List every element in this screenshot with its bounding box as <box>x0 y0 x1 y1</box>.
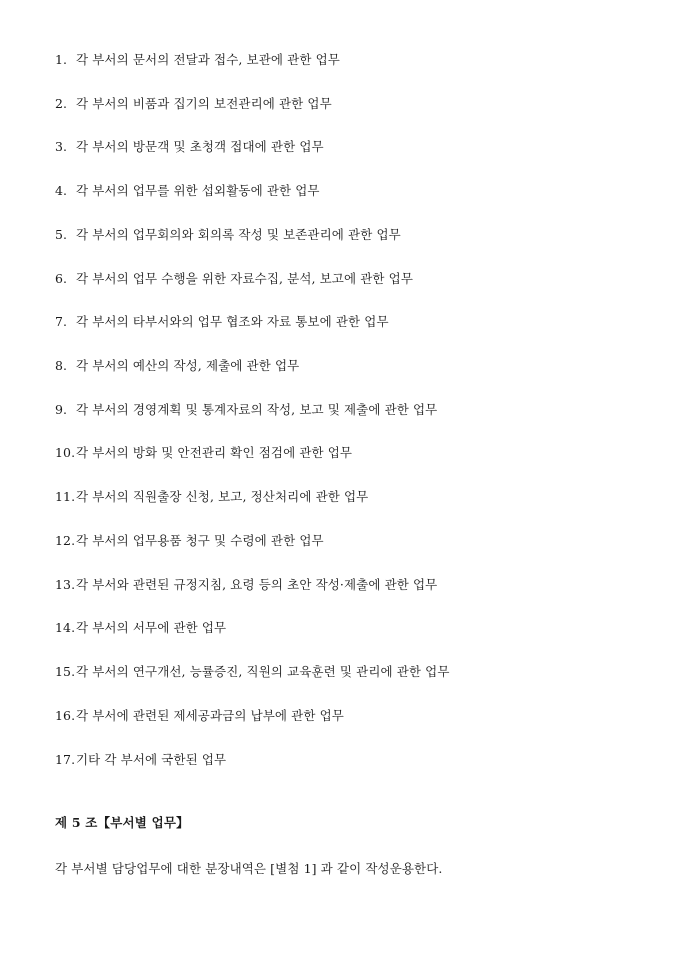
list-item <box>55 139 635 155</box>
list-item-number: 9. <box>55 401 68 417</box>
list-item-number: 4. <box>55 183 68 199</box>
list-item <box>55 314 635 330</box>
list-item <box>55 358 635 374</box>
list-item <box>55 577 635 593</box>
list-item-number: 5. <box>55 226 68 242</box>
list-item-number: 11. <box>55 489 76 505</box>
list-item-text: 각 부서의 문서의 전달과 접수, 보관에 관한 업무 <box>76 52 340 67</box>
list-item <box>55 402 635 418</box>
list-item-text: 각 부서와 관련된 규정지침, 요령 등의 초안 작성·제출에 관한 업무 <box>76 576 438 592</box>
list-item <box>55 52 635 68</box>
list-item <box>55 489 635 505</box>
list-item-text: 각 부서의 업무 수행을 위한 자료수집, 분석, 보고에 관한 업무 <box>76 270 414 286</box>
list-item-number: 15. <box>55 664 76 680</box>
list-item-text: 각 부서에 관련된 제세공과금의 납부에 관한 업무 <box>76 707 344 723</box>
list-item-text: 각 부서의 서무에 관한 업무 <box>76 620 227 636</box>
list-item-number: 12. <box>55 532 76 548</box>
section-spacer <box>55 795 635 813</box>
list-item-text: 각 부서의 방화 및 안전관리 확인 점검에 관한 업무 <box>76 445 353 461</box>
list-item-number: 8. <box>55 358 68 374</box>
list-item <box>55 271 635 287</box>
list-item-text: 기타 각 부서에 국한된 업무 <box>76 751 227 767</box>
list-item-text: 각 부서의 업무용품 청구 및 수령에 관한 업무 <box>76 532 324 548</box>
list-item-number: 2. <box>55 95 68 111</box>
list-item-number: 1. <box>55 52 68 67</box>
list-item-text: 각 부서의 업무회의와 회의록 작성 및 보존관리에 관한 업무 <box>76 226 401 242</box>
list-item <box>55 752 635 768</box>
article-heading: 제 5 조【부서별 업무】 <box>55 815 189 831</box>
list-item <box>55 620 635 636</box>
list-item <box>55 183 635 199</box>
list-item-number: 3. <box>55 139 68 155</box>
list-item <box>55 708 635 724</box>
list-item-text: 각 부서의 연구개선, 능률증진, 직원의 교육훈련 및 관리에 관한 업무 <box>76 664 450 680</box>
article-body: 각 부서별 담당업무에 대한 분장내역은 [별첨 1] 과 같이 작성운용한다. <box>55 861 443 877</box>
list-item-number: 16. <box>55 707 76 723</box>
list-item-text: 각 부서의 방문객 및 초청객 접대에 관한 업무 <box>76 139 324 155</box>
list-item <box>55 445 635 461</box>
list-item-text: 각 부서의 타부서와의 업무 협조와 자료 통보에 관한 업무 <box>76 314 389 330</box>
list-item-number: 6. <box>55 270 68 286</box>
list-item-text: 각 부서의 예산의 작성, 제출에 관한 업무 <box>76 358 300 374</box>
list-item-number: 13. <box>55 576 76 592</box>
list-item-text: 각 부서의 업무를 위한 섭외활동에 관한 업무 <box>76 183 320 199</box>
list-item-number: 7. <box>55 314 68 330</box>
list-item <box>55 533 635 549</box>
list-item <box>55 664 635 680</box>
list-item <box>55 96 635 112</box>
list-item-text: 각 부서의 비품과 집기의 보전관리에 관한 업무 <box>76 95 332 111</box>
list-item-text: 각 부서의 경영계획 및 통계자료의 작성, 보고 및 제출에 관한 업무 <box>76 401 438 417</box>
list-item-number: 17. <box>55 751 76 767</box>
document-content <box>55 52 635 877</box>
list-item-text: 각 부서의 직원출장 신청, 보고, 정산처리에 관한 업무 <box>76 489 369 505</box>
list-item <box>55 227 635 243</box>
list-item-number: 14. <box>55 620 76 636</box>
list-item-number: 10. <box>55 445 76 461</box>
